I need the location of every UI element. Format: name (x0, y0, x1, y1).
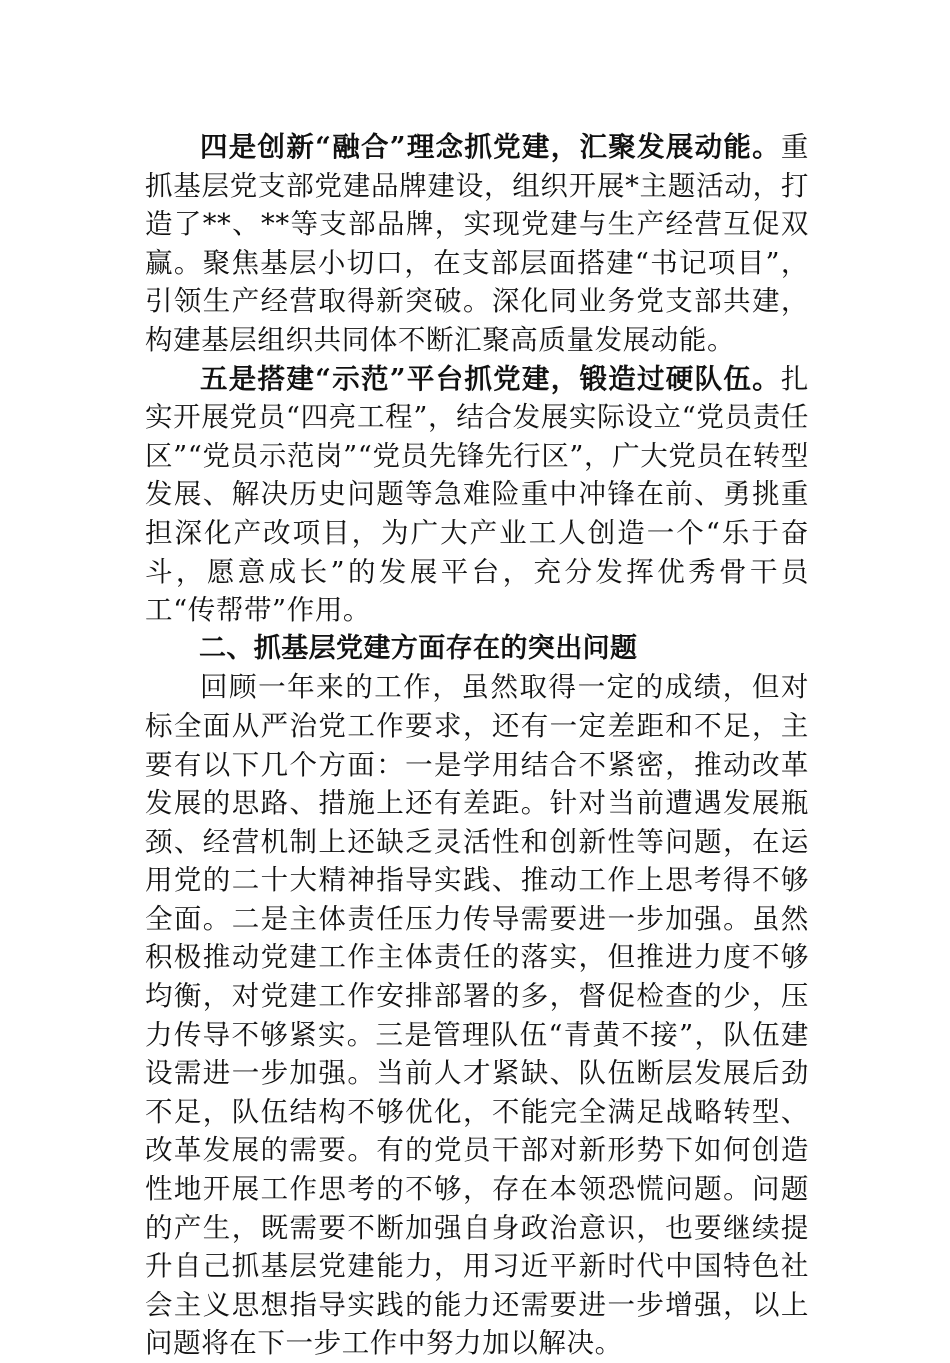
paragraph-point-four (145, 128, 809, 360)
section-heading: 二、抓基层党建方面存在的突出问题 (199, 632, 638, 664)
paragraph-body: 重抓基层党支部党建品牌建设，组织开展*主题活动，打造了**、**等支部品牌，实现党建与生产经营互促双赢。聚焦基层小切口，在支部层面搭建“书记项目”，引领生产经营取得新突破。深化同业务党支部共建，构建基层组织共同体不断汇聚高质量发展动能。 (145, 131, 809, 356)
paragraph-lead: 四是创新“融合”理念抓党建，汇聚发展动能。 (200, 131, 781, 163)
paragraph-lead: 五是搭建“示范”平台抓党建，锻造过硬队伍。 (200, 362, 781, 395)
paragraph-body: 扎实开展党员“四亮工程”，结合发展实际设立“党员责任区”“党员示范岗”“党员先锋先行区”，广大党员在转型发展、解决历史问题等急难险重中冲锋在前、勇挑重担深化产改项目，为广大产业工人创造一个“乐于奋斗，愿意成长”的发展平台，充分发挥优秀骨干员工“传帮带”作用。 (145, 362, 809, 627)
paragraph-point-five (145, 360, 809, 630)
section-body-paragraph: 回顾一年来的工作，虽然取得一定的成绩，但对标全面从严治党工作要求，还有一定差距和不足，主要有以下几个方面：一是学用结合不紧密，推动改革发展的思路、措施上还有差距。针对当前遭遇发展瓶颈、经营机制上还缺乏灵活性和创新性等问题，在运用党的二十大精神指导实践、推动工作上思考得不够全面。二是主体责任压力传导需要进一步加强。虽然积极推动党建工作主体责任的落实，但推进力度不够均衡，对党建工作安排部署的多，督促检查的少，压力传导不够紧实。三是管理队伍“青黄不接”，队伍建设需进一步加强。当前人才紧缺、队伍断层发展后劲不足，队伍结构不够优化，不能完全满足战略转型、改革发展的需要。有的党员干部对新形势下如何创造性地开展工作思考的不够，存在本领恐慌问题。问题的产生，既需要不断加强自身政治意识，也要继续提升自己抓基层党建能力，用习近平新时代中国特色社会主义思想指导实践的能力还需要进一步增强，以上问题将在下一步工作中努力加以解决。 (145, 671, 809, 1360)
document-page (145, 128, 809, 1363)
